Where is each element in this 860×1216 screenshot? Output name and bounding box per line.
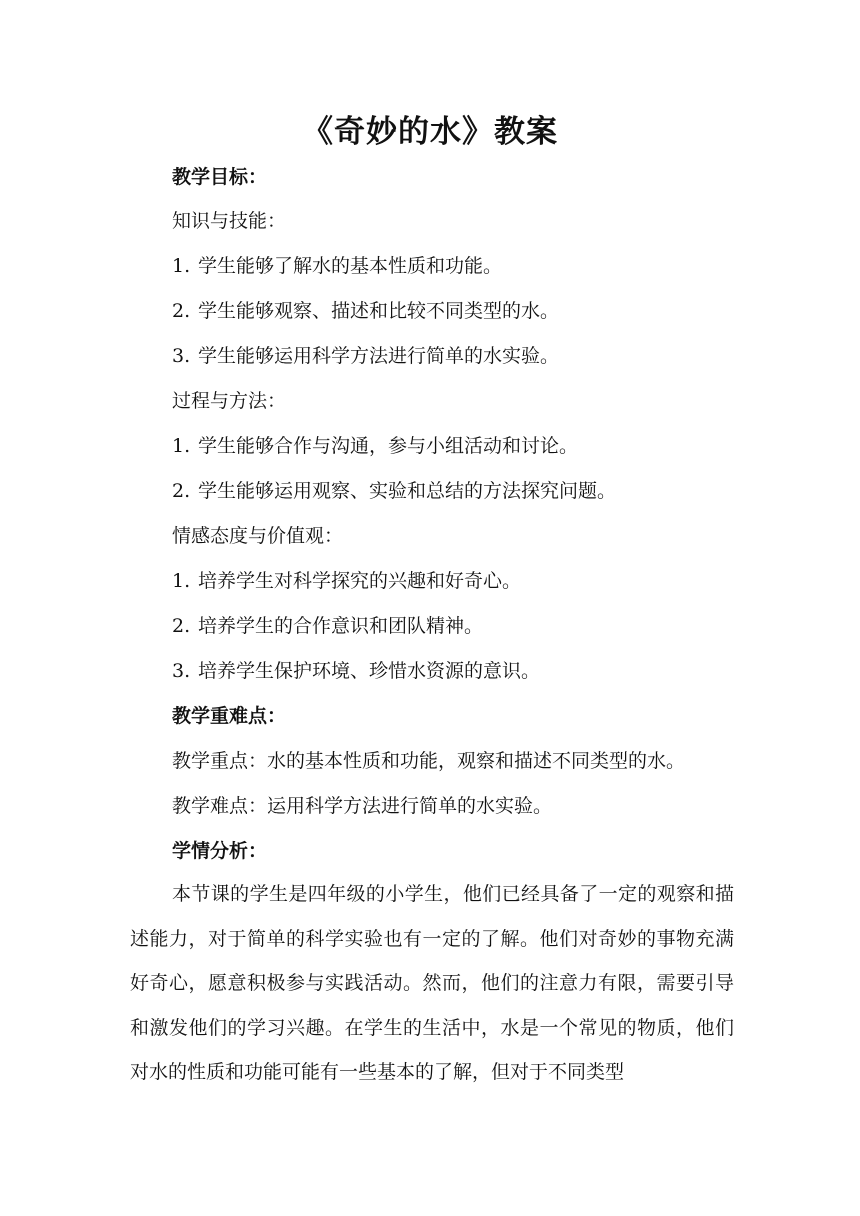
list-item-text: 培养学生的合作意识和团队精神。 <box>198 615 484 637</box>
process-item-2 <box>172 476 616 503</box>
list-item-text: 学生能够运用观察、实验和总结的方法探究问题。 <box>198 480 617 502</box>
list-number: 1. <box>172 570 191 592</box>
analysis-heading: 学情分析： <box>172 840 268 862</box>
list-number: 3. <box>172 345 191 367</box>
key-points-heading: 教学重难点： <box>172 705 287 727</box>
list-item-text: 学生能够观察、描述和比较不同类型的水。 <box>198 300 560 322</box>
list-item-text: 学生能够运用科学方法进行简单的水实验。 <box>198 345 560 367</box>
attitude-item-1 <box>172 566 521 593</box>
teaching-focus: 教学重点：水的基本性质和功能，观察和描述不同类型的水。 <box>172 750 686 772</box>
list-item-text: 培养学生对科学探究的兴趣和好奇心。 <box>198 570 522 592</box>
list-number: 3. <box>172 660 191 682</box>
document-title: 《奇妙的水》教案 <box>302 114 558 150</box>
list-number: 2. <box>172 615 191 637</box>
goals-heading: 教学目标： <box>172 166 268 188</box>
teaching-difficulty: 教学难点：运用科学方法进行简单的水实验。 <box>172 795 553 817</box>
analysis-paragraph: 本节课的学生是四年级的小学生，他们已经具备了一定的观察和描述能力，对于简单的科学实验也有一定的了解。他们对奇妙的事物充满好奇心，愿意积极参与实践活动。然而，他们的注意力有限，需要引导和激发他们的学习兴趣。在学生的生活中，水是一个常见的物质，他们对水的性质和功能可能有一些基本的了解，但对于不同类型 <box>130 883 734 1084</box>
list-item-text: 培养学生保护环境、珍惜水资源的意识。 <box>198 660 541 682</box>
attitude-label: 情感态度与价值观： <box>172 525 344 547</box>
list-number: 2. <box>172 480 191 502</box>
knowledge-item-1 <box>172 251 502 278</box>
attitude-item-2 <box>172 611 483 638</box>
list-number: 2. <box>172 300 191 322</box>
list-item-text: 学生能够合作与沟通，参与小组活动和讨论。 <box>198 435 579 457</box>
attitude-item-3 <box>172 656 540 683</box>
list-number: 1. <box>172 255 191 277</box>
knowledge-item-2 <box>172 296 559 323</box>
process-item-1 <box>172 431 578 458</box>
list-item-text: 学生能够了解水的基本性质和功能。 <box>198 255 503 277</box>
knowledge-item-3 <box>172 341 559 368</box>
list-number: 1. <box>172 435 191 457</box>
process-label: 过程与方法： <box>172 390 287 412</box>
knowledge-label: 知识与技能： <box>172 210 287 232</box>
